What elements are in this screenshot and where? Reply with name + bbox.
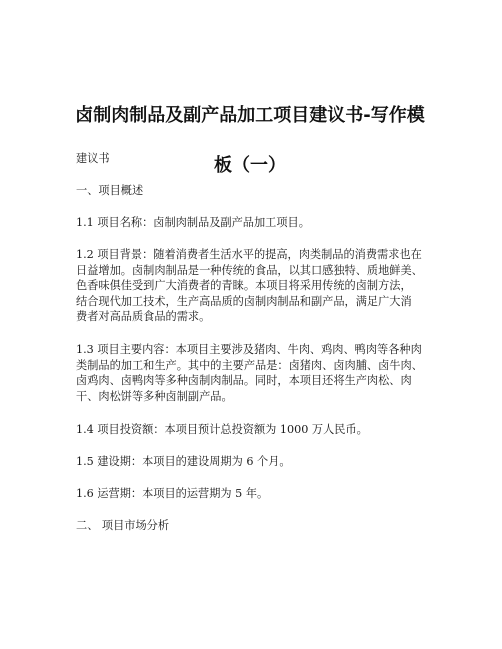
paragraph-line: 卤鸡肉、卤鸭肉等多种卤制肉制品。同时，本项目还将生产肉松、肉	[76, 374, 412, 387]
paragraph-line: 1.3 项目主要内容：本项目主要涉及猪肉、牛肉、鸡肉、鸭肉等各种肉	[76, 343, 422, 356]
paragraph-construction-period	[76, 454, 446, 470]
paragraph-line: 1.6 运营期：本项目的运营期为 5 年。	[76, 487, 269, 500]
paragraph-line: 色香味俱佳受到广大消费者的青睐。本项目将采用传统的卤制方法，	[76, 279, 412, 292]
paragraph-line: 一、项目概述	[76, 184, 144, 197]
paragraph-project-name	[76, 215, 446, 231]
paragraph-line: 日益增加。卤制肉制品是一种传统的食品，以其口感独特、质地鲜美、	[76, 263, 423, 277]
paragraph-line: 1.4 项目投资额：本项目预计总投资额为 1000 万人民币。	[76, 423, 368, 436]
paragraph-project-content	[76, 342, 446, 404]
paragraph-project-background	[76, 247, 446, 325]
title-line-1: 卤制肉制品及副产品加工项目建议书-写作模	[75, 105, 425, 126]
paragraph-line: 1.1 项目名称：卤制肉制品及副产品加工项目。	[76, 216, 310, 229]
paragraph-line: 干、肉松饼等多种卤制副产品。	[76, 389, 233, 403]
paragraph-operation-period	[76, 486, 446, 502]
paragraph-line: 建议书	[76, 152, 110, 165]
section-heading-overview	[76, 183, 446, 199]
paragraph-line: 1.5 建设期：本项目的建设周期为 6 个月。	[76, 455, 291, 468]
section-heading-market-analysis	[76, 518, 446, 534]
title-line-2: 板（一）	[214, 155, 286, 176]
paragraph-investment	[76, 422, 446, 438]
paragraph-line: 1.2 项目背景：随着消费者生活水平的提高，肉类制品的消费需求也在	[76, 248, 422, 261]
paragraph-line: 结合现代加工技术，生产高品质的卤制肉制品和副产品，满足广大消	[76, 294, 412, 308]
section-heading-proposal	[76, 151, 446, 167]
paragraph-line: 费者对高品质食品的需求。	[76, 310, 211, 323]
paragraph-line: 类制品的加工和生产。其中的主要产品是：卤猪肉、卤肉脯、卤牛肉、	[76, 358, 423, 372]
paragraph-line: 二、 项目市场分析	[76, 519, 170, 532]
